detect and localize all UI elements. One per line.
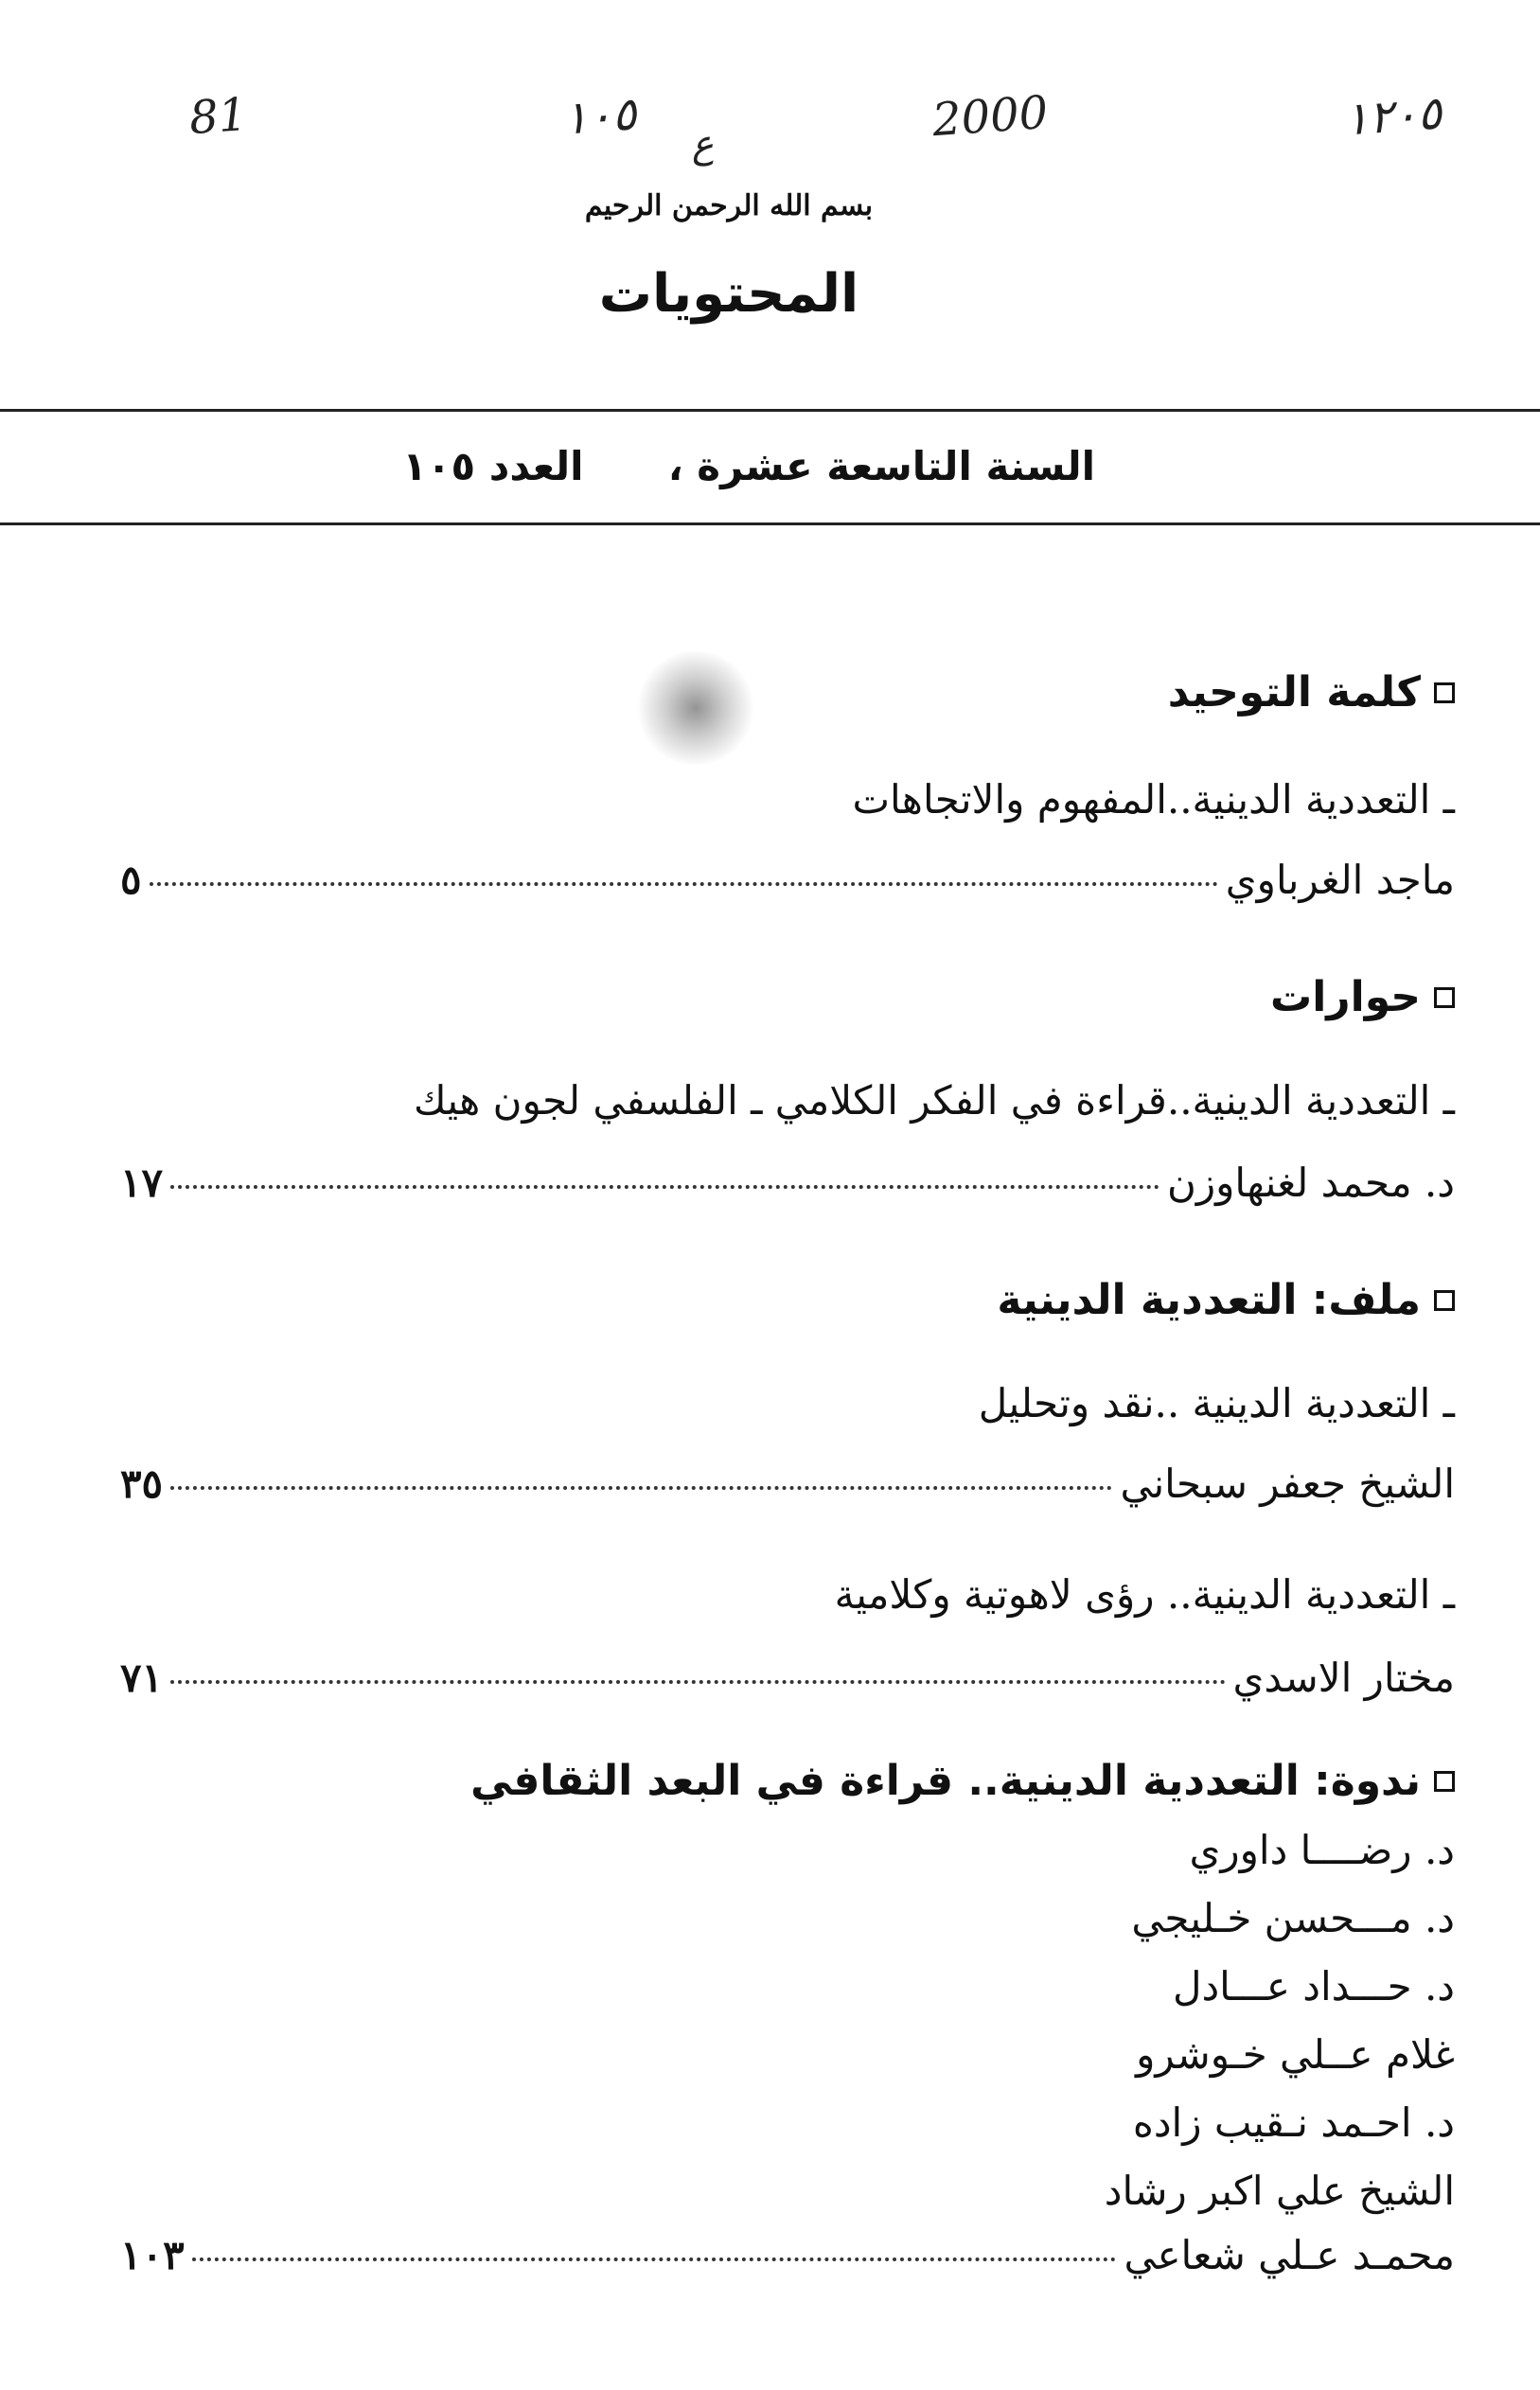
page-number: ٥ (120, 857, 142, 903)
dot-leader (170, 1680, 1225, 1684)
handwritten-note: ١٢٠٥ (1342, 86, 1443, 147)
panelist-name: د. حـــداد عـــادل (1172, 1963, 1455, 2009)
handwritten-note: ١٠٥ (561, 87, 639, 146)
checkbox-square-icon (1434, 987, 1455, 1008)
section-heading (470, 1757, 1455, 1805)
article-title[interactable]: ـ التعددية الدينية..المفهوم والاتجاهات (852, 776, 1455, 823)
dot-leader (150, 882, 1218, 886)
author-name: محمـد عـلي شعاعي (1124, 2232, 1455, 2278)
panelist-name: غلام عــلي خـوشرو (1136, 2031, 1455, 2078)
dot-leader (192, 2257, 1117, 2261)
panelist-name: الشيخ علي اكبر رشاد (1104, 2168, 1455, 2214)
checkbox-square-icon (1434, 1771, 1455, 1792)
article-title[interactable]: ـ التعددية الدينية ..نقد وتحليل (978, 1380, 1455, 1426)
handwritten-note: ع (689, 122, 716, 168)
section-heading-label: ملف: التعددية الدينية (997, 1276, 1421, 1324)
dot-leader (170, 1486, 1112, 1490)
section-heading-label: كلمة التوحيد (1167, 668, 1421, 717)
handwritten-note: 81 (187, 87, 249, 146)
page-number: ٣٥ (120, 1461, 164, 1507)
page-number: ١٧ (120, 1160, 164, 1206)
checkbox-square-icon (1434, 1290, 1455, 1311)
panelist-name: د. رضــــا داوري (1189, 1827, 1455, 1873)
page-number: ٧١ (120, 1655, 164, 1701)
section-heading (997, 1276, 1455, 1324)
article-title[interactable]: ـ التعددية الدينية..قراءة في الفكر الكلامي ـ الفلسفي لجون هيك (414, 1077, 1455, 1124)
section-heading (1270, 973, 1455, 1021)
panelist-name: د. احـمد نـقيب زاده (1132, 2099, 1455, 2146)
dot-leader (170, 1185, 1159, 1189)
author-name: ماجد الغرباوي (1225, 857, 1455, 903)
panelist-name: د. مـــحسن خـليجي (1131, 1895, 1455, 1941)
section-heading-label: ندوة: التعددية الدينية.. قراءة في البعد الثقافي (470, 1757, 1421, 1805)
basmala: بسم الله الرحمن الرحيم (584, 189, 874, 222)
section-heading-label: حوارات (1269, 973, 1421, 1021)
author-row[interactable] (120, 1461, 1455, 1507)
author-name: مختار الاسدي (1232, 1655, 1455, 1701)
page-title: المحتويات (598, 263, 859, 325)
issue-number: العدد ١٠٥ (402, 443, 584, 489)
author-name: د. محمد لغنهاوزن (1167, 1160, 1455, 1206)
author-row[interactable] (120, 1160, 1455, 1206)
author-name: الشيخ جعفر سبحاني (1120, 1461, 1455, 1507)
article-title[interactable]: ـ التعددية الدينية.. رؤى لاهوتية وكلامية (834, 1571, 1455, 1618)
author-row[interactable] (120, 857, 1455, 903)
section-heading (1168, 668, 1455, 717)
issue-year: السنة التاسعة عشرة ، (667, 443, 1095, 489)
handwritten-note: 2000 (930, 85, 1050, 148)
page-number: ١٠٣ (120, 2232, 185, 2278)
author-row[interactable] (120, 2232, 1455, 2278)
author-row[interactable] (120, 1655, 1455, 1701)
checkbox-square-icon (1434, 682, 1455, 703)
